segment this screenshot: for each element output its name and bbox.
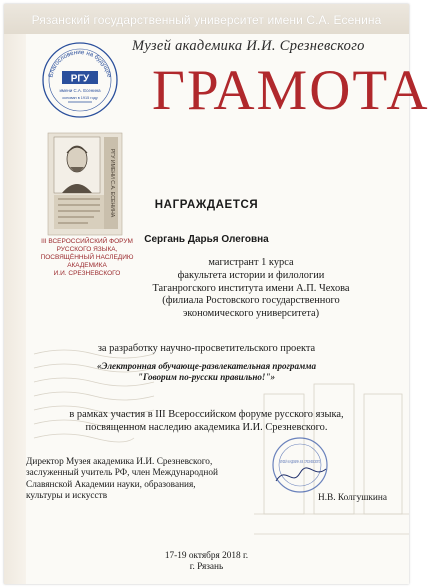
stamp-text: МУЗЕЙ АКАДЕМИКА И.И. СРЕЗНЕВСКОГО (280, 459, 321, 464)
project-line: "Говорим по-русски правильно!"» (137, 372, 276, 383)
museum-name: Музей академика И.И. Срезневского (132, 38, 365, 54)
signer-line: Славянской Академии науки, образования, (26, 479, 196, 490)
seal-abbr: РГУ (70, 73, 90, 85)
awarded-heading: НАГРАЖДАЕТСЯ (154, 199, 259, 211)
recipient-name: Сергань Дарья Олеговна (144, 234, 269, 245)
seal-arc-text: Благословение на будущее (47, 48, 113, 79)
participation-line: в рамках участия в III Всероссийском форуме русского языка, (69, 409, 344, 420)
signer-line: Директор Музея академика И.И. Срезневского, (26, 457, 213, 467)
certificate-sheet (4, 4, 430, 584)
role-line: Таганрогского института имени А.П. Чехова (152, 282, 350, 294)
signer-line: заслуженный учитель РФ, член Международной (26, 468, 218, 479)
project-line: «Электронная обучающе-развлекательная программа (96, 361, 317, 371)
signer-title (26, 457, 271, 503)
event-city: г. Рязань (189, 562, 224, 573)
forum-line: АКАДЕМИКА (67, 262, 107, 269)
emblem-side-text: РГУ ИМЕНИ С.А. ЕСЕНИНА (109, 148, 115, 218)
forum-line: РУССКОГО ЯЗЫКА, (56, 246, 118, 253)
role-line: (филиала Ростовского государственного (162, 295, 340, 307)
forum-line: И.И. СРЕЗНЕВСКОГО (53, 270, 121, 277)
project-title (4, 361, 409, 384)
award-reason: за разработку научно-просветительского проекта (97, 343, 316, 354)
role-line: экономического университета) (182, 308, 320, 320)
participation-line: посвященном наследию академика И.И. Срезневского. (85, 421, 328, 433)
signer-name: Н.В. Колгушкина (318, 493, 388, 503)
university-name: Рязанский государственный университет имени С.А. Есенина (31, 13, 382, 27)
recipient-role (116, 257, 386, 321)
seal-name-line: имени С.А. Есенина (59, 88, 101, 93)
official-stamp (270, 435, 330, 495)
event-date: 17-19 октября 2018 г. (164, 551, 249, 561)
signer-line: культуры и искусств (26, 491, 108, 502)
left-strip (4, 34, 26, 584)
certificate-title: ГРАМОТА (152, 59, 430, 122)
forum-line: ПОСВЯЩЁННЫЙ НАСЛЕДИЮ (40, 254, 134, 261)
seal-year-line: основан в 1915 году (62, 96, 98, 100)
event-date-place (4, 551, 409, 574)
university-seal (40, 40, 120, 120)
participation-text (4, 409, 409, 435)
forum-line: III ВСЕРОССИЙСКИЙ ФОРУМ (41, 238, 133, 245)
role-line: магистрант 1 курса (208, 257, 294, 268)
portrait-emblem (46, 131, 124, 237)
role-line: факультета истории и филологии (177, 269, 325, 281)
